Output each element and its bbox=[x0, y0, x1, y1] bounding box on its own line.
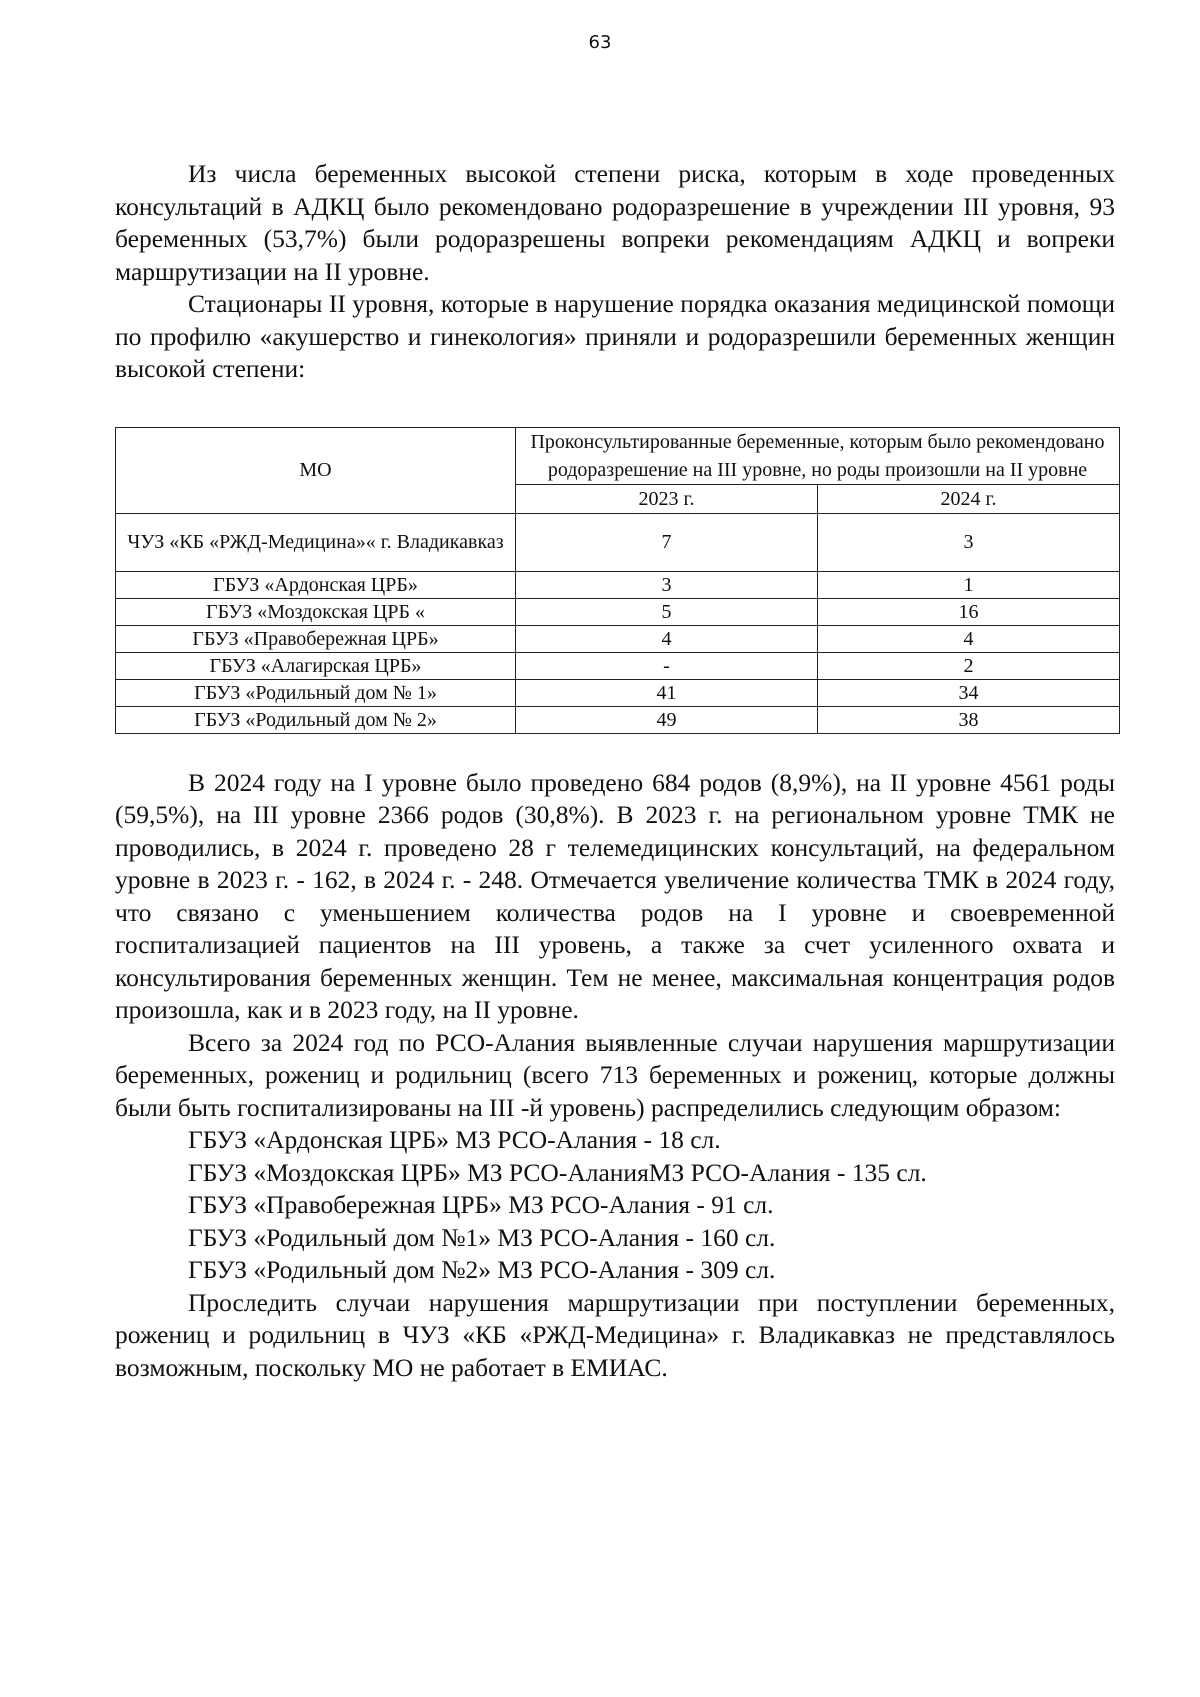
document-body bbox=[115, 158, 1115, 1384]
paragraph-routing-violations: Всего за 2024 год по РСО-Алания выявленные случаи нарушения маршрутизации беременных, рожениц и родильниц (всего 713 беременных и рожениц, которые должны были быть госпитализированы на III -й уровень) распределились следующим образом: bbox=[115, 1027, 1115, 1122]
table-cell-2023: 4 bbox=[516, 625, 818, 652]
table-row bbox=[116, 571, 1120, 598]
table-cell-2023: 5 bbox=[516, 598, 818, 625]
table-cell-2024: 16 bbox=[818, 598, 1120, 625]
table-header-mo: МО bbox=[116, 427, 516, 513]
table-row bbox=[116, 679, 1120, 706]
table-header-group: Проконсультированные беременные, которым было рекомендовано родоразрешение на III уровне, но роды произошли на II уровне bbox=[516, 427, 1120, 484]
list-item: ГБУЗ «Моздокская ЦРБ» МЗ РСО-АланияМЗ РСО-Алания - 135 сл. bbox=[188, 1157, 927, 1187]
table-cell-mo: ЧУЗ «КБ «РЖД-Медицина»« г. Владикавказ bbox=[116, 513, 516, 571]
table-cell-2024: 3 bbox=[818, 513, 1120, 571]
list-item: ГБУЗ «Родильный дом №2» МЗ РСО-Алания - 309 сл. bbox=[188, 1255, 776, 1284]
violations-list bbox=[115, 1124, 1115, 1287]
table-row bbox=[116, 706, 1120, 733]
table-cell-2023: - bbox=[516, 652, 818, 679]
table-cell-2024: 38 bbox=[818, 706, 1120, 733]
table-header-year-2024: 2024 г. bbox=[818, 484, 1120, 513]
list-item: ГБУЗ «Ардонская ЦРБ» МЗ РСО-Алания - 18 сл. bbox=[188, 1125, 721, 1154]
list-item: ГБУЗ «Родильный дом №1» МЗ РСО-Алания - 160 сл. bbox=[188, 1222, 776, 1252]
list-item: ГБУЗ «Правобережная ЦРБ» МЗ РСО-Алания - 91 сл. bbox=[188, 1190, 774, 1219]
paragraph-deliveries-2024: В 2024 году на I уровне было проведено 684 родов (8,9%), на II уровне 4561 роды (59,5%), на III уровне 2366 родов (30,8%). В 2023 г. на региональном уровне ТМК не проводились, в 2024 г. проведено 28 г телемедицинских консультаций, на федеральном уровне в 2023 г. - 162, в 2024 г. - 248. Отмечается увеличение количества ТМК в 2024 году, что связано с уменьшением количества родов на I уровне и своевременной госпитализацией пациентов на III уровень, а также за счет усиленного охвата и консультирования беременных женщин. Тем не менее, максимальная концентрация родов произошла, как и в 2023 году, на II уровне. bbox=[115, 767, 1115, 1024]
table-cell-2023: 3 bbox=[516, 571, 818, 598]
table-cell-2024: 4 bbox=[818, 625, 1120, 652]
table-cell-mo: ГБУЗ «Родильный дом № 1» bbox=[116, 679, 516, 706]
table-header-row bbox=[116, 427, 1120, 484]
table-cell-mo: ГБУЗ «Правобережная ЦРБ» bbox=[116, 625, 516, 652]
table-cell-mo: ГБУЗ «Ардонская ЦРБ» bbox=[116, 571, 516, 598]
paragraph-high-risk: Из числа беременных высокой степени риска, которым в ходе проведенных консультаций в АДКЦ было рекомендовано родоразрешение в учреждении III уровня, 93 беременных (53,7%) были родоразрешены вопреки рекомендациям АДКЦ и вопреки маршрутизации на II уровне. bbox=[115, 159, 1115, 286]
table-cell-2023: 41 bbox=[516, 679, 818, 706]
table-row bbox=[116, 625, 1120, 652]
table-cell-mo: ГБУЗ «Родильный дом № 2» bbox=[116, 706, 516, 733]
paragraph-final: Проследить случаи нарушения маршрутизации при поступлении беременных, рожениц и родильниц в ЧУЗ «КБ «РЖД-Медицина» г. Владикавказ не представлялось возможным, поскольку МО не работает в ЕМИАС. bbox=[115, 1287, 1115, 1382]
table-header-year-2023: 2023 г. bbox=[516, 484, 818, 513]
table-row bbox=[116, 598, 1120, 625]
table-row bbox=[116, 513, 1120, 571]
table-cell-2024: 34 bbox=[818, 679, 1120, 706]
table-row bbox=[116, 652, 1120, 679]
table-cell-mo: ГБУЗ «Моздокская ЦРБ « bbox=[116, 598, 516, 625]
table-cell-2023: 49 bbox=[516, 706, 818, 733]
table-cell-mo: ГБУЗ «Алагирская ЦРБ» bbox=[116, 652, 516, 679]
table-cell-2024: 1 bbox=[818, 571, 1120, 598]
page-number: 63 bbox=[588, 32, 612, 53]
level2-deliveries-table bbox=[115, 427, 1120, 734]
paragraph-level2-hospitals: Стационары II уровня, которые в нарушение порядка оказания медицинской помощи по профилю «акушерство и гинекология» приняли и родоразрешили беременных женщин высокой степени: bbox=[115, 289, 1115, 383]
table-cell-2023: 7 bbox=[516, 513, 818, 571]
table-cell-2024: 2 bbox=[818, 652, 1120, 679]
